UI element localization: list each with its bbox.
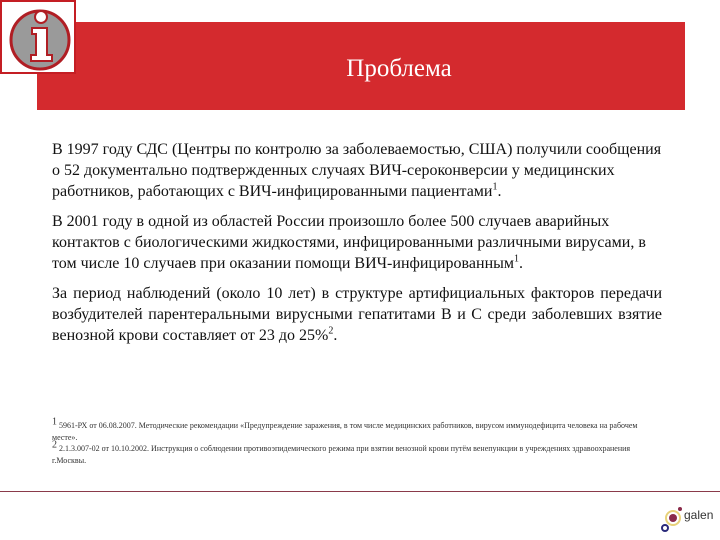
paragraph-end: . xyxy=(333,327,338,344)
galen-logo xyxy=(660,505,720,535)
page-title: Проблема xyxy=(346,55,452,82)
footnote-ref: 1 xyxy=(514,253,519,265)
footer-divider xyxy=(0,491,720,492)
footnote-text: 5961-РХ от 06.08.2007. Методические рекомендации «Предупреждение заражения, в том числе медицинских работников, вирусом иммунодефицита человека на рабочем месте». xyxy=(52,421,638,442)
paragraph-3 xyxy=(52,283,662,346)
logo-mark-icon xyxy=(660,505,684,535)
footnote-1 xyxy=(52,416,652,443)
footnote-ref: 2 xyxy=(328,325,334,337)
footnotes xyxy=(52,416,652,466)
paragraph-2 xyxy=(52,211,662,274)
footnote-number: 2 xyxy=(52,439,57,451)
footnote-ref: 1 xyxy=(492,181,498,193)
info-icon xyxy=(0,0,76,74)
paragraph-text: В 1997 году СДС (Центры по контролю за заболеваемостью, США) получили сообщения о 52 документально подтвержденных случаях ВИЧ-сероконверсии у медицинских работников, работающих с ВИЧ-инфицированными пациентами xyxy=(52,141,662,200)
paragraph-1 xyxy=(52,139,662,202)
paragraph-end: . xyxy=(519,255,523,272)
body-text xyxy=(52,139,662,355)
footnote-2 xyxy=(52,439,652,466)
footnote-text: 2.1.3.007-02 от 10.10.2002. Инструкция о соблюдении противоэпидемического режима при взятии венозной крови путём венепункции в учреждениях здравоохранения г.Москвы. xyxy=(52,444,631,465)
paragraph-text: В 2001 году в одной из областей России произошло более 500 случаев аварийных контактов с биологическими жидкостями, инфицированными различными вирусами, в том числе 10 случаев при оказании помощи ВИЧ-инфицированным xyxy=(52,213,646,272)
logo-text: galen xyxy=(684,508,714,522)
footnote-number: 1 xyxy=(52,416,57,428)
paragraph-end: . xyxy=(497,183,502,200)
paragraph-text: За период наблюдений (около 10 лет) в структуре артифициальных факторов передачи возбудителей парентеральными вирусными гепатитами В и С среди заболевших взятие венозной крови составляет от 23 до 25% xyxy=(52,285,662,344)
